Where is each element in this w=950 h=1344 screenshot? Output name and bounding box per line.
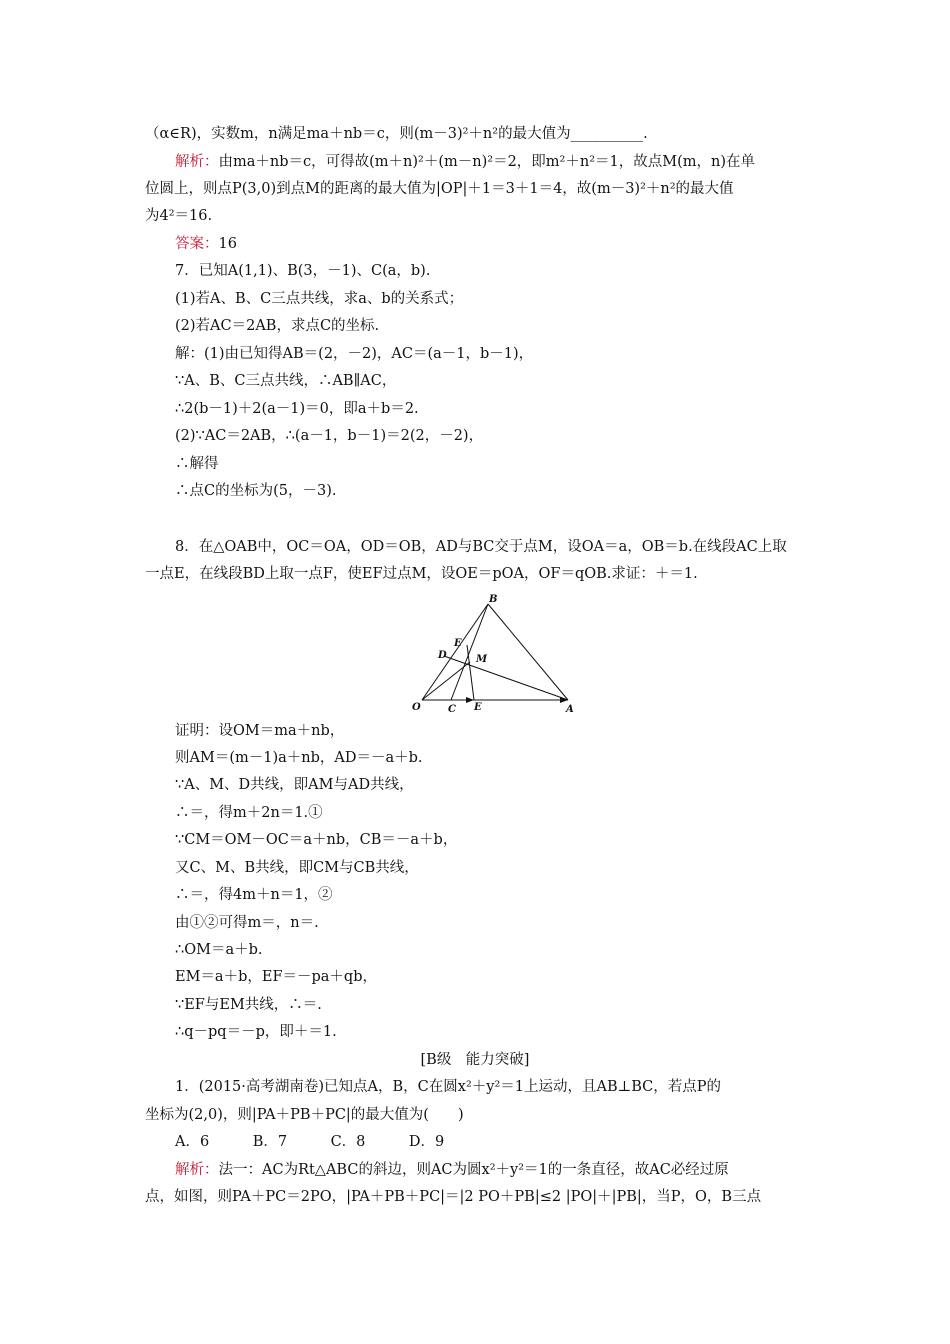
line: ∵CM＝OM－OC＝a＋nb，CB＝－a＋b， bbox=[175, 832, 458, 848]
line: ∴解得 bbox=[175, 456, 219, 472]
line: 为4²＝16. bbox=[145, 208, 213, 224]
point-label-a: A bbox=[566, 704, 574, 715]
line: 又C、M、B共线，即CM与CB共线， bbox=[175, 860, 419, 876]
line: 则AM＝(m－1)a＋nb，AD＝－a＋b. bbox=[175, 750, 423, 766]
point-label-b: B bbox=[489, 594, 498, 605]
line: A．6 B．7 C．8 D．9 bbox=[175, 1134, 445, 1150]
line bbox=[175, 152, 755, 172]
label: 解析： bbox=[175, 1162, 219, 1178]
line: ∵EF与EM共线，∴＝. bbox=[175, 997, 322, 1013]
line: ∴q－pq＝－p，即＋＝1. bbox=[175, 1024, 337, 1040]
line: EM＝a＋b，EF＝－pa＋qb， bbox=[175, 969, 377, 985]
point-label-e-bottom: E bbox=[474, 702, 482, 713]
line: (2)∵AC＝2AB，∴(a－1，b－1)＝2(2，－2)， bbox=[175, 428, 484, 444]
line: 位圆上，则点P(3,0)到点M的距离的最大值为|OP|＋1＝3＋1＝4，故(m－3)²＋n²的最大值 bbox=[145, 181, 734, 197]
line: ∵A、B、C三点共线，∴AB∥AC， bbox=[175, 373, 397, 389]
line: ∴2(b－1)＋2(a－1)＝0，即a＋b＝2. bbox=[175, 401, 419, 417]
section-heading: [B级 能力突破] bbox=[420, 1052, 530, 1068]
line bbox=[175, 1160, 729, 1180]
line: 坐标为(2,0)，则|PA＋PB＋PC|的最大值为( ) bbox=[145, 1107, 464, 1123]
line: ∴OM＝a＋b. bbox=[175, 942, 263, 958]
point-label-e-top: E bbox=[454, 638, 462, 649]
line: 证明：设OM＝ma＋nb， bbox=[175, 723, 345, 739]
line: 7．已知A(1,1)、B(3，－1)、C(a，b). bbox=[175, 263, 431, 279]
line: 一点E，在线段BD上取一点F，使EF过点M，设OE＝pOA，OF＝qOB.求证：＋＝1. bbox=[145, 566, 698, 582]
line: 由①②可得m＝，n＝. bbox=[175, 915, 319, 931]
text: 法一：AC为Rt△ABC的斜边，则AC为圆x²＋y²＝1的一条直径，故AC必经过原 bbox=[218, 1162, 729, 1178]
line: 8．在△OAB中，OC＝OA，OD＝OB，AD与BC交于点M，设OA＝a，OB＝b.在线段AC上取 bbox=[175, 539, 787, 555]
text: 16 bbox=[218, 236, 237, 252]
label: 解析： bbox=[175, 154, 219, 170]
line: 1．(2015·高考湖南卷)已知点A，B，C在圆x²＋y²＝1上运动，且AB⊥BC，若点P的 bbox=[175, 1079, 722, 1095]
line: （α∈R)，实数m，n满足ma＋nb＝c，则(m－3)²＋n²的最大值为__________. bbox=[145, 126, 648, 142]
point-label-o: O bbox=[412, 702, 421, 713]
point-label-d: D bbox=[438, 650, 447, 661]
line: 点，如图，则PA＋PC＝2PO，|PA＋PB＋PC|＝|2 PO＋PB|≤2 |PO|＋|PB|，当P，O，B三点 bbox=[145, 1189, 762, 1205]
line: ∴点C的坐标为(5，－3). bbox=[175, 483, 337, 499]
line: (1)若A、B、C三点共线，求a、b的关系式； bbox=[175, 291, 464, 307]
line bbox=[175, 234, 237, 254]
triangle-figure bbox=[408, 592, 588, 716]
line: ∵A、M、D共线，即AM与AD共线， bbox=[175, 777, 414, 793]
point-label-c: C bbox=[448, 704, 456, 715]
label: 答案： bbox=[175, 236, 219, 252]
point-label-m: M bbox=[476, 654, 488, 665]
line: ∴＝，得4m＋n＝1，② bbox=[175, 887, 333, 903]
line: (2)若AC＝2AB，求点C的坐标. bbox=[175, 318, 380, 334]
line: 解：(1)由已知得AB＝(2，－2)，AC＝(a－1，b－1)， bbox=[175, 346, 534, 362]
line: ∴＝，得m＋2n＝1.① bbox=[175, 805, 323, 821]
text: 由ma＋nb＝c，可得故(m＋n)²＋(m－n)²＝2，即m²＋n²＝1，故点M(m，n)在单 bbox=[218, 154, 755, 170]
